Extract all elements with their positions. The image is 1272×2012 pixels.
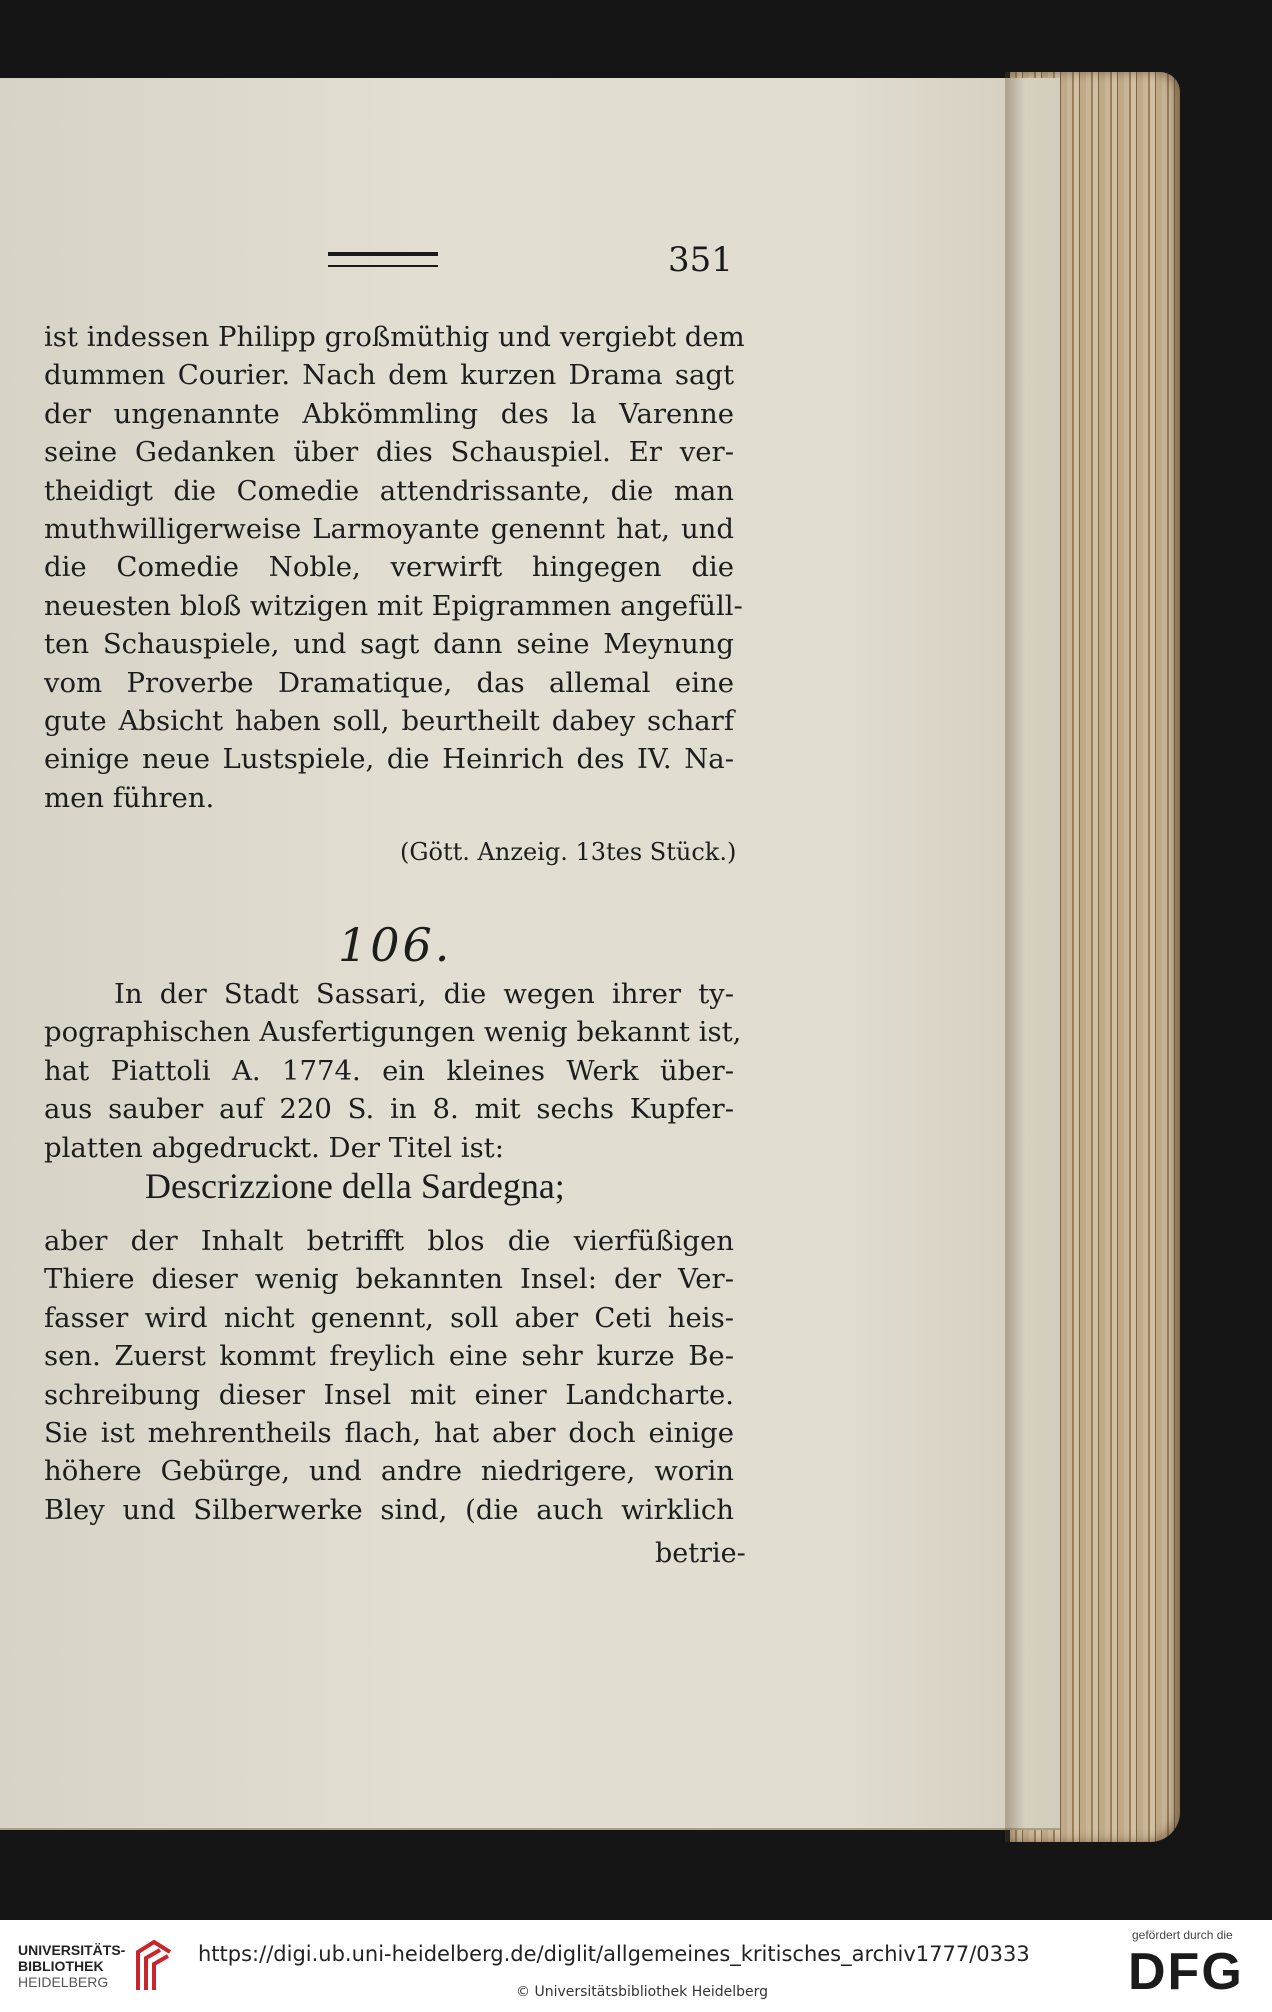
text-line: aus sauber auf 220 S. in 8. mit sechs Kupfer- — [44, 1093, 734, 1126]
text-line: hat Piattoli A. 1774. ein kleines Werk über- — [44, 1054, 734, 1087]
text-line: fasser wird nicht genennt, soll aber Ceti heis- — [44, 1301, 734, 1334]
text-line: muthwilligerweise Larmoyante genennt hat, und — [44, 512, 734, 545]
text-line: vom Proverbe Dramatique, das allemal eine — [44, 666, 734, 699]
text-line: dummen Courier. Nach dem kurzen Drama sagt — [44, 359, 734, 392]
text-line: ist indessen Philipp großmüthig und vergiebt dem — [44, 321, 745, 353]
copyright-notice: © Universitätsbibliothek Heidelberg — [516, 1984, 769, 2000]
library-emblem-icon — [130, 1938, 176, 1998]
book-title: Descrizzione della Sardegna; — [145, 1166, 565, 1206]
text-line: der ungenannte Abkömmling des la Varenne — [44, 397, 734, 430]
library-name-line: UNIVERSITÄTS- — [18, 1942, 126, 1958]
text-line: theidigt die Comedie attendrissante, die man — [44, 474, 734, 507]
catchword: betrie- — [655, 1538, 746, 1569]
text-line: gute Absicht haben soll, beurtheilt dabey scharf — [44, 704, 734, 737]
text-line: In der Stadt Sassari, die wegen ihrer ty- — [114, 978, 734, 1010]
paragraph-body — [44, 1222, 734, 1529]
text-line: neuesten bloß witzigen mit Epigrammen angefüll- — [44, 589, 743, 622]
section-number: 106. — [338, 918, 453, 972]
text-line: Sie ist mehrentheils flach, hat aber doch einige — [44, 1416, 734, 1449]
permalink-url[interactable]: https://digi.ub.uni-heidelberg.de/diglit/allgemeines_kritisches_archiv1777/0333 — [198, 1942, 1030, 1966]
text-line: pographischen Ausfertigungen wenig bekannt ist, — [44, 1016, 742, 1049]
text-line: Thiere dieser wenig bekannten Insel: der Ver- — [44, 1263, 734, 1296]
text-line: Bley und Silberwerke sind, (die auch wirklich — [44, 1493, 734, 1526]
funding-note: gefördert durch die — [1132, 1928, 1233, 1942]
text-line: einige neue Lustspiele, die Heinrich des IV. Na- — [44, 743, 734, 776]
paragraph-intro — [44, 975, 742, 1167]
paragraph-continued — [44, 318, 745, 817]
source-citation: (Gött. Anzeig. 13tes Stück.) — [400, 838, 737, 866]
dfg-logo[interactable]: DFG — [1128, 1943, 1244, 2001]
text-line: die Comedie Noble, verwirft hingegen die — [44, 551, 734, 584]
library-name-line: HEIDELBERG — [18, 1974, 109, 1990]
library-name-line: BIBLIOTHEK — [18, 1958, 104, 1974]
text-line: schreibung dieser Insel mit einer Landcharte. — [44, 1378, 734, 1411]
text-line: aber der Inhalt betrifft blos die vierfüßigen — [44, 1225, 734, 1257]
page-gutter-shadow — [1005, 72, 1025, 1842]
text-line: platten abgedruckt. Der Titel ist: — [44, 1131, 504, 1164]
page-number: 351 — [668, 240, 733, 280]
library-logo[interactable] — [18, 1942, 125, 1990]
text-line: men führen. — [44, 781, 215, 814]
header-rule — [328, 252, 438, 267]
text-line: höhere Gebürge, und andre niedrigere, worin — [44, 1455, 734, 1488]
viewer-footer — [0, 1920, 1272, 2012]
text-line: sen. Zuerst kommt freylich eine sehr kurze Be- — [44, 1340, 734, 1373]
text-line: seine Gedanken über dies Schauspiel. Er ver- — [44, 436, 734, 469]
text-line: ten Schauspiele, und sagt dann seine Meynung — [44, 628, 734, 661]
